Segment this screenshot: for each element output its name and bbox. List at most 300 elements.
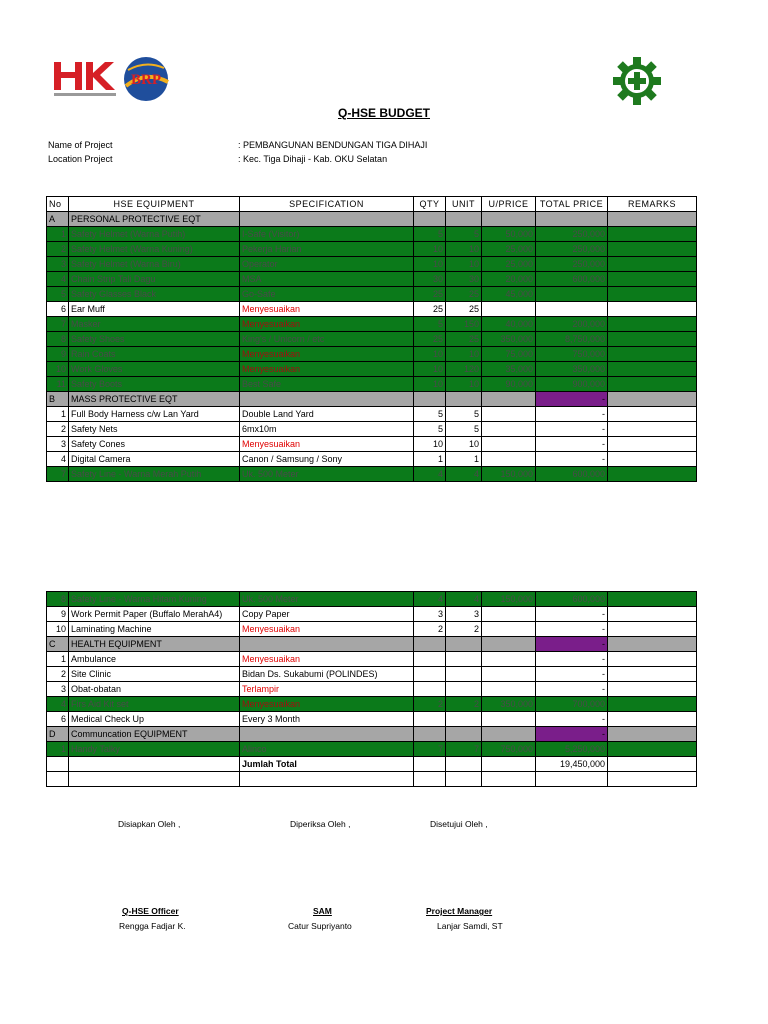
table-body [47, 592, 697, 787]
remarks-cell [608, 592, 697, 607]
total-price-cell: 600,000 [536, 272, 608, 287]
equipment-name-cell: Safety Nets [69, 422, 240, 437]
item-number-cell: 8 [47, 332, 69, 347]
item-number-cell: 2 [47, 422, 69, 437]
unit-price-cell [482, 452, 536, 467]
unit-price-cell: 350,000 [482, 697, 536, 712]
page-title: Q-HSE BUDGET [337, 106, 430, 120]
unit-cell: 25 [446, 332, 482, 347]
col-header-qty: QTY [414, 197, 446, 212]
remarks-cell [608, 347, 697, 362]
category-row [47, 637, 697, 652]
equipment-name-cell: Obat-obatan [69, 682, 240, 697]
remarks-cell [608, 652, 697, 667]
unit-price-cell: 40,000 [482, 317, 536, 332]
specification-cell [240, 772, 414, 787]
item-number-cell: B [47, 392, 69, 407]
specification-cell: Menyesuaikan [240, 622, 414, 637]
total-price-cell: 700,000 [536, 697, 608, 712]
category-name-cell: Communcation EQUIPMENT [69, 727, 240, 742]
equipment-name-cell: Safety Shoes [69, 332, 240, 347]
specification-cell [240, 392, 414, 407]
equipment-name-cell: Safety Helmet (Warna Putih) [69, 227, 240, 242]
qty-cell: 10 [414, 347, 446, 362]
table-row [47, 332, 697, 347]
item-number-cell: D [47, 727, 69, 742]
table-row [47, 317, 697, 332]
specification-cell [240, 637, 414, 652]
total-price-cell: 600,000 [536, 592, 608, 607]
remarks-cell [608, 637, 697, 652]
unit-cell: 3 [446, 607, 482, 622]
equipment-name-cell: Safety Glasses Black [69, 287, 240, 302]
prepared-by-label: Disiapkan Oleh , [118, 819, 181, 829]
unit-cell: 5 [446, 422, 482, 437]
unit-cell: 2 [446, 697, 482, 712]
total-price-cell: 250,000 [536, 242, 608, 257]
qty-cell: 10 [414, 257, 446, 272]
signer-name-qhse: Rengga Fadjar K. [119, 921, 186, 931]
total-price-cell: - [536, 422, 608, 437]
total-price-cell: - [536, 682, 608, 697]
item-number-cell: 3 [47, 682, 69, 697]
equipment-name-cell: Chain Strip Tali Dagu [69, 272, 240, 287]
unit-cell: 10 [446, 242, 482, 257]
qty-cell [414, 712, 446, 727]
total-price-cell [536, 287, 608, 302]
total-price-cell: - [536, 727, 608, 742]
unit-cell: 4 [446, 592, 482, 607]
specification-cell: 6mx10m [240, 422, 414, 437]
total-price-cell: - [536, 407, 608, 422]
remarks-cell [608, 227, 697, 242]
qty-cell: 4 [414, 467, 446, 482]
qty-cell: 10 [414, 362, 446, 377]
equipment-name-cell: Rain Coats [69, 347, 240, 362]
remarks-cell [608, 212, 697, 227]
specification-cell: I-Safe (Visitor) [240, 227, 414, 242]
item-number-cell: 4 [47, 697, 69, 712]
unit-cell [446, 682, 482, 697]
qty-cell: 5 [414, 317, 446, 332]
equipment-name-cell: Masker [69, 317, 240, 332]
qty-cell: 5 [414, 407, 446, 422]
col-header-equipment: HSE EQUIPMENT [69, 197, 240, 212]
total-price-cell: - [536, 622, 608, 637]
qty-cell: 25 [414, 302, 446, 317]
unit-cell [446, 772, 482, 787]
equipment-name-cell: Laminating Machine [69, 622, 240, 637]
total-price-cell: - [536, 667, 608, 682]
unit-cell: 5 [446, 407, 482, 422]
table-row [47, 592, 697, 607]
unit-price-cell [482, 302, 536, 317]
project-location-value: : Kec. Tiga Dihaji - Kab. OKU Selatan [238, 154, 388, 164]
item-number-cell: C [47, 637, 69, 652]
remarks-cell [608, 272, 697, 287]
unit-price-cell [482, 757, 536, 772]
specification-cell [240, 727, 414, 742]
table-row [47, 257, 697, 272]
unit-price-cell: 75,000 [482, 347, 536, 362]
total-price-cell: 350,000 [536, 362, 608, 377]
equipment-name-cell: Work Permit Paper (Buffalo MerahA4) [69, 607, 240, 622]
remarks-cell [608, 697, 697, 712]
unit-price-cell: 150,000 [482, 467, 536, 482]
unit-price-cell [482, 772, 536, 787]
qty-cell: 2 [414, 622, 446, 637]
col-header-total-price: TOTAL PRICE [536, 197, 608, 212]
equipment-name-cell: Safety Line - Warna Merah Putih [69, 467, 240, 482]
table-row [47, 377, 697, 392]
total-price-cell: - [536, 437, 608, 452]
remarks-cell [608, 302, 697, 317]
table-row [47, 467, 697, 482]
item-number-cell: 6 [47, 712, 69, 727]
table-header-row [47, 197, 697, 212]
specification-cell: Uk. 500 Meter [240, 592, 414, 607]
specification-cell: Menyesuaikan [240, 317, 414, 332]
remarks-cell [608, 407, 697, 422]
remarks-cell [608, 712, 697, 727]
qty-cell [414, 757, 446, 772]
signer-role-sam: SAM [313, 906, 332, 916]
unit-cell: 4 [446, 467, 482, 482]
equipment-name-cell: Ambulance [69, 652, 240, 667]
unit-price-cell: 25,000 [482, 257, 536, 272]
col-header-remarks: REMARKS [608, 197, 697, 212]
qty-cell [414, 392, 446, 407]
table-row [47, 452, 697, 467]
total-price-cell: - [536, 637, 608, 652]
total-price-cell: - [536, 392, 608, 407]
total-price-cell: - [536, 652, 608, 667]
unit-price-cell: 90,000 [482, 377, 536, 392]
unit-cell: 7 [446, 742, 482, 757]
item-number-cell [47, 757, 69, 772]
remarks-cell [608, 362, 697, 377]
total-price-cell: 750,000 [536, 347, 608, 362]
item-number-cell: 2 [47, 667, 69, 682]
qty-cell: 30 [414, 272, 446, 287]
specification-cell: King's / Unicorn / etc [240, 332, 414, 347]
table-row [47, 347, 697, 362]
qty-cell [414, 637, 446, 652]
specification-cell: MSA [240, 272, 414, 287]
qty-cell [414, 212, 446, 227]
equipment-name-cell: Handy Talky [69, 742, 240, 757]
unit-price-cell: 750,000 [482, 742, 536, 757]
unit-price-cell [482, 407, 536, 422]
remarks-cell [608, 667, 697, 682]
category-row [47, 727, 697, 742]
table-row [47, 242, 697, 257]
table-row [47, 362, 697, 377]
col-header-specification: SPECIFICATION [240, 197, 414, 212]
budget-table-part-2 [46, 591, 697, 787]
unit-price-cell: 35,000 [482, 362, 536, 377]
specification-cell: Best Safe [240, 377, 414, 392]
unit-cell: 10 [446, 347, 482, 362]
item-number-cell [47, 772, 69, 787]
remarks-cell [608, 682, 697, 697]
item-number-cell: 3 [47, 437, 69, 452]
specification-cell: Pekerja Harian [240, 242, 414, 257]
category-name-cell: MASS PROTECTIVE EQT [69, 392, 240, 407]
item-number-cell: 4 [47, 272, 69, 287]
equipment-name-cell: Full Body Harness c/w Lan Yard [69, 407, 240, 422]
total-price-cell: - [536, 452, 608, 467]
specification-cell: Alinco [240, 742, 414, 757]
qty-cell: 25 [414, 332, 446, 347]
specification-cell: Menyesuaikan [240, 437, 414, 452]
safety-gear-cross-icon [606, 56, 668, 106]
signer-role-qhse: Q-HSE Officer [122, 906, 179, 916]
remarks-cell [608, 437, 697, 452]
category-row [47, 392, 697, 407]
unit-cell: 30 [446, 272, 482, 287]
remarks-cell [608, 287, 697, 302]
table-body [47, 212, 697, 482]
specification-cell: Operator [240, 257, 414, 272]
qty-cell: 3 [414, 607, 446, 622]
unit-price-cell: 350,000 [482, 332, 536, 347]
unit-cell: 120 [446, 362, 482, 377]
table-row [47, 407, 697, 422]
equipment-name-cell: Safety Boots [69, 377, 240, 392]
unit-price-cell [482, 422, 536, 437]
remarks-cell [608, 757, 697, 772]
category-row [47, 212, 697, 227]
unit-cell: 10 [446, 257, 482, 272]
total-price-cell [536, 212, 608, 227]
specification-cell: Menyesuaikan [240, 652, 414, 667]
unit-cell [446, 212, 482, 227]
unit-price-cell [482, 392, 536, 407]
brp-logo-text: BRP [131, 72, 161, 88]
unit-cell: 5 [446, 227, 482, 242]
table-row [47, 667, 697, 682]
total-price-cell: 900,000 [536, 377, 608, 392]
remarks-cell [608, 467, 697, 482]
item-number-cell: 9 [47, 607, 69, 622]
remarks-cell [608, 607, 697, 622]
equipment-name-cell [69, 757, 240, 772]
item-number-cell: 10 [47, 622, 69, 637]
remarks-cell [608, 772, 697, 787]
table-row [47, 287, 697, 302]
qty-cell: 10 [414, 437, 446, 452]
unit-price-cell [482, 652, 536, 667]
signer-name-sam: Catur Supriyanto [288, 921, 352, 931]
signer-role-pm: Project Manager [426, 906, 493, 916]
equipment-name-cell: Safety Helmet (Warna Biru) [69, 257, 240, 272]
checked-by-label: Diperiksa Oleh , [290, 819, 351, 829]
col-header-unit: UNIT [446, 197, 482, 212]
equipment-name-cell: Safety Helmet (Warna Kuning) [69, 242, 240, 257]
item-number-cell: 1 [47, 407, 69, 422]
specification-cell: Menyesuaikan [240, 302, 414, 317]
total-price-cell: 250,000 [536, 257, 608, 272]
qty-cell: 2 [414, 697, 446, 712]
unit-price-cell: 150,000 [482, 592, 536, 607]
unit-cell: 25 [446, 287, 482, 302]
unit-cell [446, 637, 482, 652]
specification-cell [240, 212, 414, 227]
project-name-label: Name of Project [48, 140, 113, 150]
equipment-name-cell: Medical Check Up [69, 712, 240, 727]
item-number-cell: 11 [47, 377, 69, 392]
qty-cell [414, 772, 446, 787]
specification-cell: Double Land Yard [240, 407, 414, 422]
total-price-cell: 250,000 [536, 227, 608, 242]
equipment-name-cell: Safety Cones [69, 437, 240, 452]
total-price-cell [536, 302, 608, 317]
unit-price-cell [482, 212, 536, 227]
signer-name-pm: Lanjar Samdi, ST [437, 921, 503, 931]
unit-price-cell: 45,000 [482, 287, 536, 302]
unit-price-cell [482, 682, 536, 697]
remarks-cell [608, 317, 697, 332]
unit-price-cell [482, 667, 536, 682]
unit-cell [446, 667, 482, 682]
table-row [47, 697, 697, 712]
table-row [47, 607, 697, 622]
qty-cell: 10 [414, 242, 446, 257]
qty-cell: 1 [414, 452, 446, 467]
qty-cell: 25 [414, 287, 446, 302]
qty-cell [414, 652, 446, 667]
remarks-cell [608, 392, 697, 407]
remarks-cell [608, 742, 697, 757]
approved-by-label: Disetujui Oleh , [430, 819, 488, 829]
remarks-cell [608, 242, 697, 257]
table-row [47, 742, 697, 757]
unit-price-cell [482, 622, 536, 637]
item-number-cell: 6 [47, 302, 69, 317]
table-row [47, 622, 697, 637]
table-row [47, 272, 697, 287]
unit-price-cell [482, 712, 536, 727]
table-row [47, 712, 697, 727]
remarks-cell [608, 257, 697, 272]
equipment-name-cell [69, 772, 240, 787]
table-row [47, 682, 697, 697]
item-number-cell: 8 [47, 592, 69, 607]
total-price-cell: 8,750,000 [536, 332, 608, 347]
unit-price-cell: 50,000 [482, 227, 536, 242]
table-row [47, 437, 697, 452]
total-price-cell: 19,450,000 [536, 757, 608, 772]
qty-cell [414, 682, 446, 697]
hk-logo-mark [52, 60, 116, 92]
qty-cell: 5 [414, 227, 446, 242]
specification-cell: Canon / Samsung / Sony [240, 452, 414, 467]
remarks-cell [608, 727, 697, 742]
total-price-cell: 600,000 [536, 467, 608, 482]
specification-cell: Uk. 500 Meter [240, 467, 414, 482]
remarks-cell [608, 332, 697, 347]
category-name-cell: PERSONAL PROTECTIVE EQT [69, 212, 240, 227]
item-number-cell: 7 [47, 467, 69, 482]
hk-logo [52, 60, 122, 100]
item-number-cell: 1 [47, 652, 69, 667]
project-name-value: : PEMBANGUNAN BENDUNGAN TIGA DIHAJI [238, 140, 428, 150]
total-price-cell: - [536, 607, 608, 622]
total-row [47, 757, 697, 772]
total-price-cell: 5,250,000 [536, 742, 608, 757]
qty-cell: 7 [414, 742, 446, 757]
col-header-no: No [47, 197, 69, 212]
unit-price-cell [482, 607, 536, 622]
brp-logo [120, 56, 172, 102]
remarks-cell [608, 377, 697, 392]
equipment-name-cell: Ear Muff [69, 302, 240, 317]
unit-price-cell [482, 727, 536, 742]
remarks-cell [608, 622, 697, 637]
specification-cell: Menyesuaikan [240, 697, 414, 712]
table-row [47, 772, 697, 787]
qty-cell [414, 667, 446, 682]
table-row [47, 422, 697, 437]
equipment-name-cell: Firs Aid Kit set [69, 697, 240, 712]
equipment-name-cell: Work Gloves [69, 362, 240, 377]
specification-cell: Menyesuaikan [240, 347, 414, 362]
item-number-cell: 1 [47, 227, 69, 242]
project-location-label: Location Project [48, 154, 113, 164]
specification-cell: Go-Safe [240, 287, 414, 302]
total-price-cell: 200,000 [536, 317, 608, 332]
total-price-cell: - [536, 712, 608, 727]
specification-cell: Terlampir [240, 682, 414, 697]
qty-cell [414, 727, 446, 742]
equipment-name-cell: Digital Camera [69, 452, 240, 467]
item-number-cell: 1 [47, 742, 69, 757]
unit-cell: 10 [446, 377, 482, 392]
unit-cell: 2 [446, 622, 482, 637]
unit-price-cell [482, 637, 536, 652]
table-row [47, 227, 697, 242]
unit-cell: 150 [446, 317, 482, 332]
equipment-name-cell: Safety Line - Warna Hitam Kuning [69, 592, 240, 607]
unit-cell: 10 [446, 437, 482, 452]
budget-table-part-1 [46, 196, 697, 482]
unit-cell [446, 652, 482, 667]
item-number-cell: 9 [47, 347, 69, 362]
qty-cell: 5 [414, 422, 446, 437]
category-name-cell: HEALTH EQUIPMENT [69, 637, 240, 652]
specification-cell: Every 3 Month [240, 712, 414, 727]
item-number-cell: 7 [47, 317, 69, 332]
remarks-cell [608, 452, 697, 467]
unit-price-cell: 20,000 [482, 272, 536, 287]
item-number-cell: 2 [47, 242, 69, 257]
unit-cell [446, 727, 482, 742]
remarks-cell [608, 422, 697, 437]
specification-cell: Jumlah Total [240, 757, 414, 772]
specification-cell: Copy Paper [240, 607, 414, 622]
item-number-cell: 4 [47, 452, 69, 467]
equipment-name-cell: Site Clinic [69, 667, 240, 682]
total-price-cell [536, 772, 608, 787]
specification-cell: Bidan Ds. Sukabumi (POLINDES) [240, 667, 414, 682]
unit-cell [446, 712, 482, 727]
qty-cell: 10 [414, 377, 446, 392]
item-number-cell: 3 [47, 257, 69, 272]
item-number-cell: 10 [47, 362, 69, 377]
qty-cell: 4 [414, 592, 446, 607]
table-row [47, 652, 697, 667]
